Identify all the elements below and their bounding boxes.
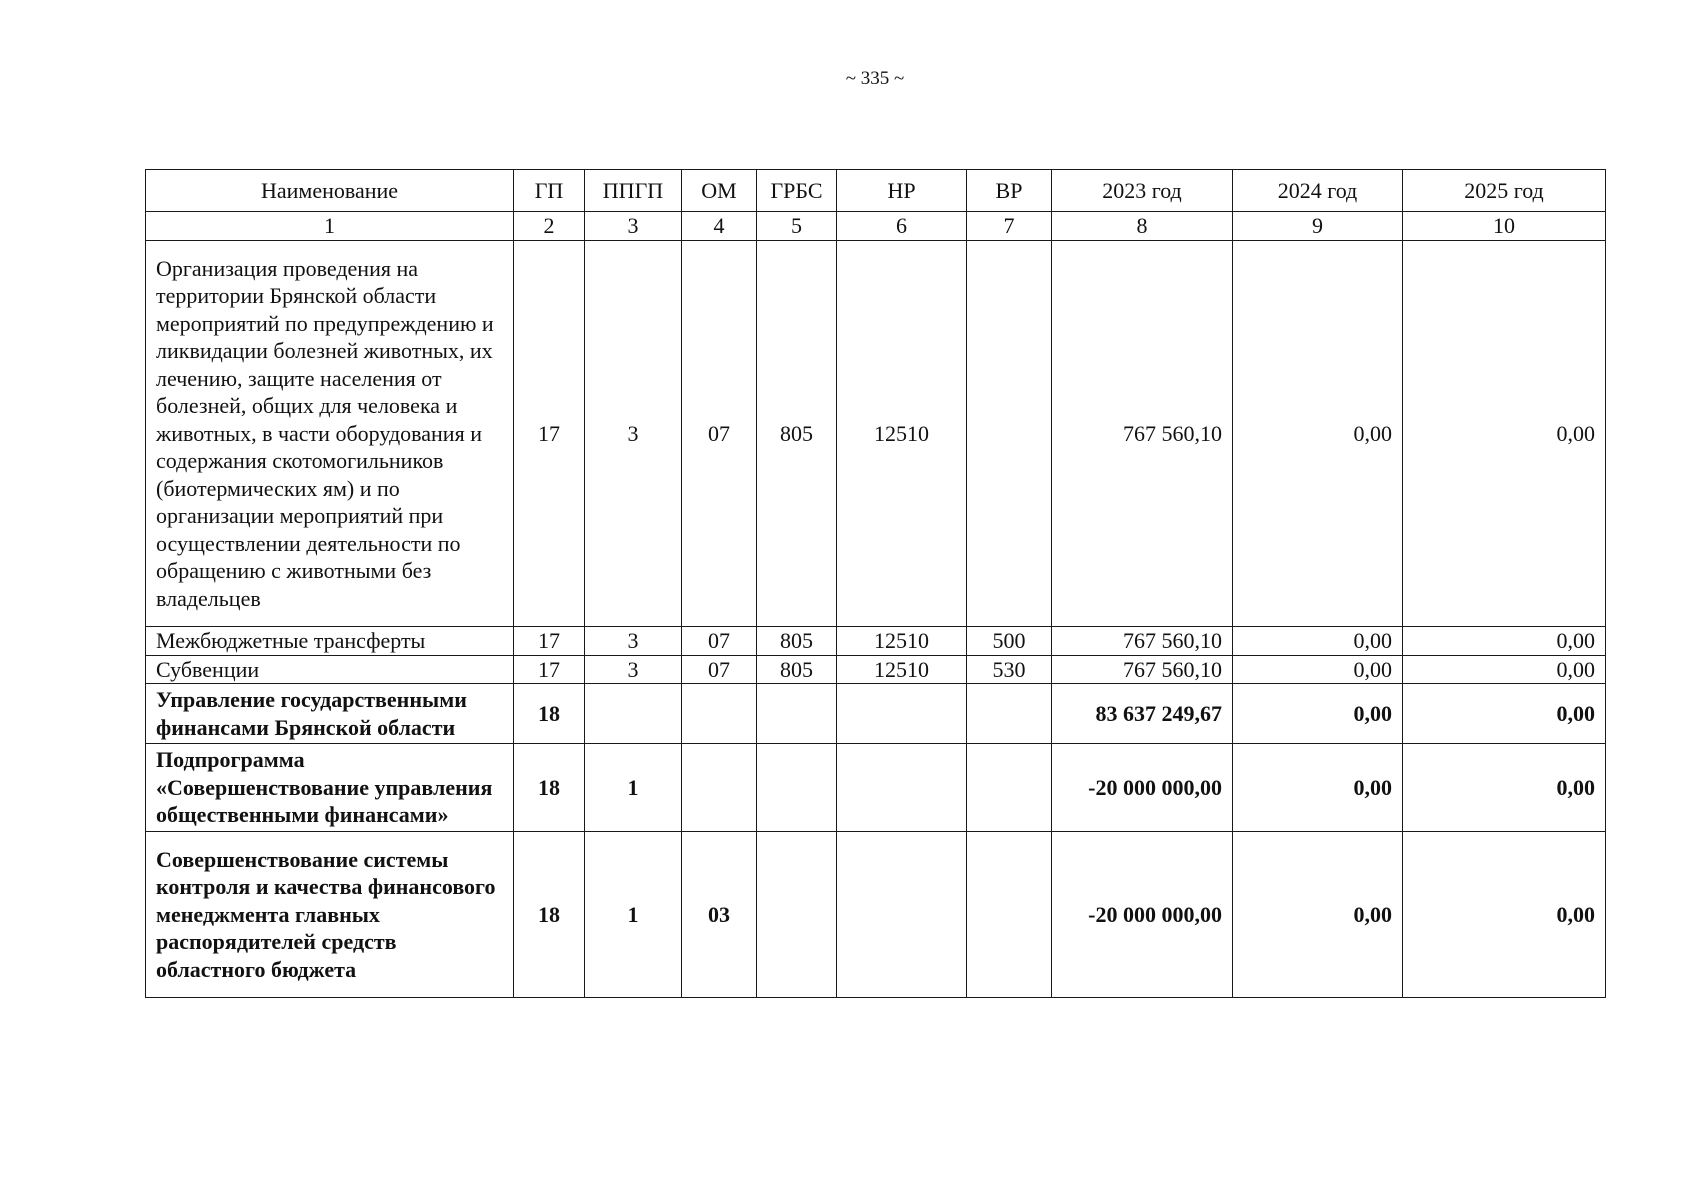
row-2025: 0,00 — [1403, 655, 1606, 684]
row-om: 07 — [682, 655, 757, 684]
row-2025: 0,00 — [1403, 240, 1606, 627]
header-row — [146, 170, 1606, 212]
row-ppgp: 1 — [585, 744, 682, 832]
column-number: 3 — [585, 212, 682, 241]
row-ppgp: 3 — [585, 627, 682, 656]
column-number-row — [146, 212, 1606, 241]
row-name: Межбюджетные трансферты — [146, 627, 514, 656]
row-om: 03 — [682, 831, 757, 998]
row-vr — [967, 831, 1052, 998]
row-grbs — [757, 831, 837, 998]
row-2024: 0,00 — [1233, 627, 1403, 656]
row-nr: 12510 — [837, 627, 967, 656]
header-2023: 2023 год — [1052, 170, 1233, 212]
column-number: 9 — [1233, 212, 1403, 241]
row-grbs — [757, 744, 837, 832]
table-row — [146, 627, 1606, 656]
row-om — [682, 684, 757, 744]
row-2023: -20 000 000,00 — [1052, 831, 1233, 998]
row-gp: 18 — [514, 744, 585, 832]
row-2023: 83 637 249,67 — [1052, 684, 1233, 744]
column-number: 5 — [757, 212, 837, 241]
table-row — [146, 240, 1606, 627]
row-2024: 0,00 — [1233, 655, 1403, 684]
column-number: 7 — [967, 212, 1052, 241]
row-gp: 17 — [514, 655, 585, 684]
row-name: Субвенции — [146, 655, 514, 684]
header-vr: ВР — [967, 170, 1052, 212]
row-grbs — [757, 684, 837, 744]
column-number: 4 — [682, 212, 757, 241]
row-vr: 500 — [967, 627, 1052, 656]
row-name: Подпрограмма «Совершенствование управления общественными финансами» — [146, 744, 514, 832]
table-row — [146, 655, 1606, 684]
row-vr: 530 — [967, 655, 1052, 684]
row-nr — [837, 831, 967, 998]
column-number: 6 — [837, 212, 967, 241]
table-row — [146, 684, 1606, 744]
row-2024: 0,00 — [1233, 684, 1403, 744]
row-om: 07 — [682, 627, 757, 656]
row-gp: 18 — [514, 684, 585, 744]
budget-table — [145, 169, 1606, 998]
row-gp: 17 — [514, 627, 585, 656]
row-vr — [967, 240, 1052, 627]
row-gp: 18 — [514, 831, 585, 998]
header-name: Наименование — [146, 170, 514, 212]
row-gp: 17 — [514, 240, 585, 627]
row-2024: 0,00 — [1233, 831, 1403, 998]
header-2025: 2025 год — [1403, 170, 1606, 212]
column-number: 1 — [146, 212, 514, 241]
row-ppgp: 3 — [585, 240, 682, 627]
row-2024: 0,00 — [1233, 240, 1403, 627]
row-ppgp: 3 — [585, 655, 682, 684]
row-ppgp: 1 — [585, 831, 682, 998]
row-name: Организация проведения на территории Брянской области мероприятий по предупреждению и ликвидации болезней животных, их лечению, защите населения от болезней, общих для человека и животных, в части оборудования и содержания скотомогильников (биотермических ям) и по организации мероприятий при осуществлении деятельности по обращению с животными без владельцев — [146, 240, 514, 627]
column-number: 8 — [1052, 212, 1233, 241]
row-om — [682, 744, 757, 832]
header-ppgp: ППГП — [585, 170, 682, 212]
header-gp: ГП — [514, 170, 585, 212]
row-2023: 767 560,10 — [1052, 240, 1233, 627]
column-number: 10 — [1403, 212, 1606, 241]
header-om: ОМ — [682, 170, 757, 212]
header-nr: НР — [837, 170, 967, 212]
row-grbs: 805 — [757, 627, 837, 656]
row-name: Совершенствование системы контроля и качества финансового менеджмента главных распорядителей средств областного бюджета — [146, 831, 514, 998]
row-ppgp — [585, 684, 682, 744]
row-2025: 0,00 — [1403, 684, 1606, 744]
table-row — [146, 831, 1606, 998]
row-2023: 767 560,10 — [1052, 627, 1233, 656]
page-number: ~ 335 ~ — [845, 68, 905, 89]
row-nr — [837, 684, 967, 744]
row-grbs: 805 — [757, 655, 837, 684]
row-nr: 12510 — [837, 655, 967, 684]
row-2025: 0,00 — [1403, 744, 1606, 832]
row-2025: 0,00 — [1403, 831, 1606, 998]
row-vr — [967, 684, 1052, 744]
row-2024: 0,00 — [1233, 744, 1403, 832]
header-2024: 2024 год — [1233, 170, 1403, 212]
row-2023: 767 560,10 — [1052, 655, 1233, 684]
header-grbs: ГРБС — [757, 170, 837, 212]
column-number: 2 — [514, 212, 585, 241]
row-om: 07 — [682, 240, 757, 627]
row-2023: -20 000 000,00 — [1052, 744, 1233, 832]
table-row — [146, 744, 1606, 832]
row-nr — [837, 744, 967, 832]
row-2025: 0,00 — [1403, 627, 1606, 656]
row-grbs: 805 — [757, 240, 837, 627]
row-nr: 12510 — [837, 240, 967, 627]
row-vr — [967, 744, 1052, 832]
row-name: Управление государственными финансами Брянской области — [146, 684, 514, 744]
